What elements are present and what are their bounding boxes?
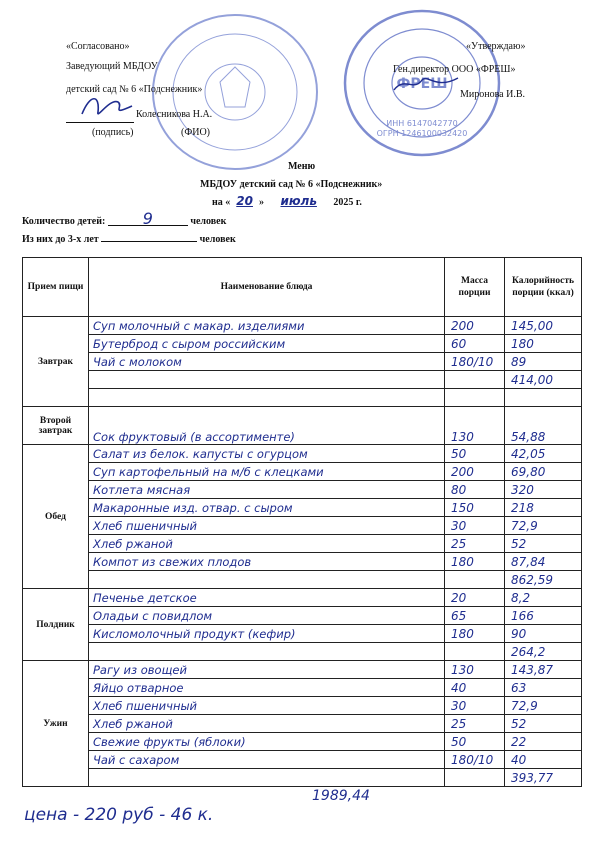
portion-mass: 30 <box>445 517 505 535</box>
portion-mass: 65 <box>445 607 505 625</box>
menu-body <box>23 317 582 787</box>
approve-label: «Утверждаю» <box>466 41 526 52</box>
children-label: Количество детей: <box>22 216 106 227</box>
dish-name <box>89 643 445 661</box>
header-kcal: Калорийность порции (ккал) <box>505 258 582 317</box>
dish-name: Макаронные изд. отвар. с сыром <box>89 499 445 517</box>
portion-kcal: 320 <box>505 481 582 499</box>
dish-name: Яйцо отварное <box>89 679 445 697</box>
table-row <box>23 499 582 517</box>
portion-mass: 180/10 <box>445 353 505 371</box>
portion-kcal: 143,87 <box>505 661 582 679</box>
portion-kcal: 69,80 <box>505 463 582 481</box>
portion-kcal: 8,2 <box>505 589 582 607</box>
dish-name: Оладьи с повидлом <box>89 607 445 625</box>
portion-mass: 180/10 <box>445 751 505 769</box>
portion-mass: 180 <box>445 625 505 643</box>
portion-kcal: 90 <box>505 625 582 643</box>
dish-name: Чай с молоком <box>89 353 445 371</box>
portion-kcal: 40 <box>505 751 582 769</box>
table-row <box>23 589 582 607</box>
menu-table <box>22 257 582 787</box>
dish-name: Хлеб пшеничный <box>89 517 445 535</box>
portion-mass: 200 <box>445 463 505 481</box>
portion-mass: 130 <box>445 407 505 445</box>
table-row <box>23 643 582 661</box>
table-row <box>23 335 582 353</box>
portion-kcal: 42,05 <box>505 445 582 463</box>
portion-mass: 130 <box>445 661 505 679</box>
agreed-label: «Согласовано» <box>66 41 130 52</box>
date-mid: » <box>258 197 264 208</box>
table-row <box>23 445 582 463</box>
table-row <box>23 553 582 571</box>
table-row <box>23 733 582 751</box>
signature-caption: (подпись) <box>92 127 134 138</box>
portion-mass <box>445 769 505 787</box>
table-row <box>23 769 582 787</box>
header-dish: Наименование блюда <box>89 258 445 317</box>
table-row <box>23 317 582 335</box>
portion-kcal: 72,9 <box>505 517 582 535</box>
head-name: Колесникова Н.А. <box>136 109 213 120</box>
kindergarten-name: детский сад № 6 «Подснежник» <box>66 84 203 95</box>
table-row <box>23 353 582 371</box>
portion-mass: 200 <box>445 317 505 335</box>
table-row <box>23 481 582 499</box>
portion-kcal: 166 <box>505 607 582 625</box>
portion-kcal: 87,84 <box>505 553 582 571</box>
under3-row <box>22 232 236 246</box>
under3-blank <box>101 232 197 242</box>
table-row <box>23 751 582 769</box>
portion-mass <box>445 371 505 389</box>
under3-unit: человек <box>199 234 236 245</box>
dish-name: Котлета мясная <box>89 481 445 499</box>
table-row <box>23 697 582 715</box>
portion-kcal: 414,00 <box>505 371 582 389</box>
dish-name: Бутерброд с сыром российским <box>89 335 445 353</box>
portion-kcal: 218 <box>505 499 582 517</box>
table-row <box>23 517 582 535</box>
portion-mass: 80 <box>445 481 505 499</box>
portion-mass: 25 <box>445 715 505 733</box>
portion-kcal: 264,2 <box>505 643 582 661</box>
dish-name: Печенье детское <box>89 589 445 607</box>
stamp-inn: ИНН 6147042770 <box>386 119 458 128</box>
table-row <box>23 535 582 553</box>
portion-kcal: 63 <box>505 679 582 697</box>
portion-mass: 25 <box>445 535 505 553</box>
portion-mass <box>445 571 505 589</box>
date-month: июль <box>280 194 317 208</box>
dish-name: Рагу из овощей <box>89 661 445 679</box>
dish-name: Свежие фрукты (яблоки) <box>89 733 445 751</box>
portion-kcal: 54,88 <box>505 407 582 445</box>
dish-name <box>89 571 445 589</box>
portion-mass: 20 <box>445 589 505 607</box>
dish-name: Сок фруктовый (в ассортименте) <box>89 407 445 445</box>
children-unit: человек <box>190 216 227 227</box>
dish-name <box>89 371 445 389</box>
meal-name: Ужин <box>23 661 89 787</box>
table-row <box>23 607 582 625</box>
portion-kcal: 52 <box>505 715 582 733</box>
under3-label: Из них до 3-х лет <box>22 234 99 245</box>
price-note: цена - 220 руб - 46 к. <box>24 805 214 825</box>
director-name: Миронова И.В. <box>460 89 526 100</box>
dish-name: Хлеб ржаной <box>89 715 445 733</box>
menu-date <box>212 195 362 209</box>
portion-mass: 180 <box>445 553 505 571</box>
menu-title: Меню <box>288 161 316 172</box>
header-meal: Прием пищи <box>23 258 89 317</box>
dish-name: Хлеб пшеничный <box>89 697 445 715</box>
children-count: 9 <box>108 212 188 226</box>
portion-kcal: 89 <box>505 353 582 371</box>
portion-kcal: 393,77 <box>505 769 582 787</box>
portion-kcal: 52 <box>505 535 582 553</box>
head-title: Заведующий МБДОУ <box>66 61 158 72</box>
dish-name: Суп картофельный на м/б с клецками <box>89 463 445 481</box>
portion-kcal: 22 <box>505 733 582 751</box>
table-row <box>23 407 582 445</box>
dish-name: Чай с сахаром <box>89 751 445 769</box>
stamp-center-text: ФРЕШ <box>396 76 448 92</box>
portion-mass: 30 <box>445 697 505 715</box>
fio-caption: (ФИО) <box>181 127 211 138</box>
director-title: Ген.директор ООО «ФРЕШ» <box>393 64 516 75</box>
children-count-row <box>22 209 227 228</box>
portion-mass <box>445 643 505 661</box>
portion-mass: 60 <box>445 335 505 353</box>
portion-kcal <box>505 389 582 407</box>
stamp-ogrn: ОГРН 1246100032420 <box>376 129 468 138</box>
director-signature <box>392 72 462 101</box>
portion-mass: 50 <box>445 445 505 463</box>
dish-name: Кисломолочный продукт (кефир) <box>89 625 445 643</box>
table-row <box>23 715 582 733</box>
portion-mass: 50 <box>445 733 505 751</box>
dish-name: Суп молочный с макар. изделиями <box>89 317 445 335</box>
portion-mass: 150 <box>445 499 505 517</box>
date-prefix: на « <box>212 197 231 208</box>
portion-kcal: 180 <box>505 335 582 353</box>
head-signature <box>80 92 140 127</box>
meal-name: Обед <box>23 445 89 589</box>
date-day: 20 <box>236 194 253 208</box>
portion-mass <box>445 389 505 407</box>
dish-name: Компот из свежих плодов <box>89 553 445 571</box>
table-row <box>23 463 582 481</box>
table-row <box>23 571 582 589</box>
table-row <box>23 661 582 679</box>
table-row <box>23 371 582 389</box>
portion-kcal: 862,59 <box>505 571 582 589</box>
meal-name: Второй завтрак <box>23 407 89 445</box>
table-row <box>23 679 582 697</box>
table-row <box>23 389 582 407</box>
menu-subtitle: МБДОУ детский сад № 6 «Подснежник» <box>200 179 383 190</box>
portion-mass: 40 <box>445 679 505 697</box>
portion-kcal: 145,00 <box>505 317 582 335</box>
table-row <box>23 625 582 643</box>
table-header-row <box>23 258 582 317</box>
meal-name: Завтрак <box>23 317 89 407</box>
dish-name: Хлеб ржаной <box>89 535 445 553</box>
meal-name: Полдник <box>23 589 89 661</box>
dish-name <box>89 389 445 407</box>
header-mass: Масса порции <box>445 258 505 317</box>
dish-name <box>89 769 445 787</box>
date-year: 2025 г. <box>333 197 362 208</box>
dish-name: Салат из белок. капусты с огурцом <box>89 445 445 463</box>
portion-kcal: 72,9 <box>505 697 582 715</box>
grand-total: 1989,44 <box>312 788 370 804</box>
